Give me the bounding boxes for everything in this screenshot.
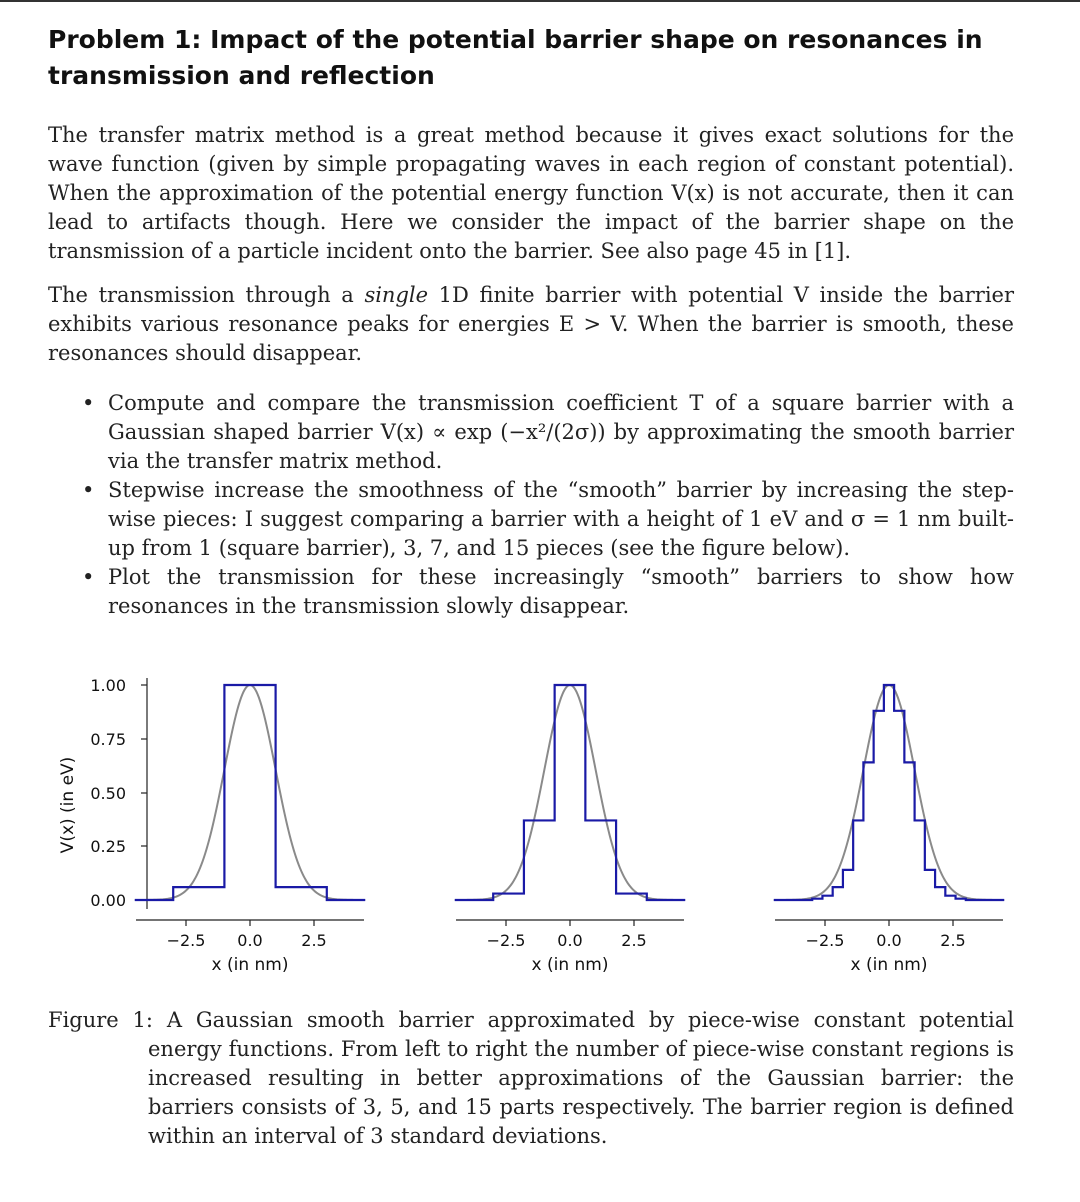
y-axis-label: V(x) (in eV) (58, 756, 78, 854)
task-list (48, 389, 1014, 621)
gaussian-curve (455, 685, 685, 900)
caption-text: A Gaussian smooth barrier approximated by piece-wise constant potential energy functions. From left to right the number of piece-wise constant regions is increased resulting in better approximations of the Gaussian barrier: the barriers consists of 3, 5, and 15 parts respectively. The barrier region is defined within an interval of 3 standard deviations. (148, 1008, 1014, 1148)
y-tick-label: 0.00 (90, 891, 126, 910)
task-item-stepwise: • Stepwise increase the smoothness of the “smooth” barrier by increasing the step-wise pieces: I suggest comparing a barrier with a height of 1 eV and σ = 1 nm built-up from 1 (square barrier), 3, 7, and 15 pieces (see the figure below). (48, 476, 1014, 563)
x-axis-label: x (in nm) (850, 955, 928, 975)
task-item-plot: • Plot the transmission for these increasingly “smooth” barriers to show how resonances in the transmission slowly disappear. (48, 563, 1014, 621)
x-ticks (167, 931, 327, 950)
figure-caption (48, 1006, 1014, 1151)
barrier-panel-5-pieces (455, 685, 685, 975)
y-tick-0.25 (90, 837, 147, 856)
problem-title: Problem 1: Impact of the potential barrier shape on resonances in transmission and reflection (48, 25, 983, 90)
resonance-paragraph (48, 281, 1014, 368)
y-tick-0.75 (90, 730, 147, 749)
x-tick-label: 0.0 (557, 931, 583, 950)
x-axis-label: x (in nm) (531, 955, 609, 975)
resonance-text-emphasis: single (364, 283, 429, 307)
resonance-text-pre: The transmission through a (48, 283, 365, 307)
resonance-text-post: 1D finite barrier with potential V inside the barrier exhibits various resonance peaks for energies E > V. When the barrier is smooth, these resonances should disappear. (48, 283, 1014, 365)
x-tick-label: 2.5 (301, 931, 327, 950)
barrier-figure (0, 630, 1080, 990)
x-ticks (806, 931, 966, 950)
x-ticks (487, 931, 647, 950)
barrier-panel-15-pieces (774, 685, 1004, 975)
x-axis-label: x (in nm) (211, 955, 289, 975)
barrier-panel-3-pieces (135, 685, 365, 975)
x-tick-label: −2.5 (166, 931, 206, 950)
y-axis (90, 676, 147, 910)
y-tick-1.00 (90, 676, 147, 695)
y-tick-label: 0.75 (90, 730, 126, 749)
x-tick-label: 2.5 (621, 931, 647, 950)
x-tick-label: −2.5 (486, 931, 526, 950)
task-item-compare: • Compute and compare the transmission coefficient T of a square barrier with a Gaussian shaped barrier V(x) ∝ exp (−x²/(2σ)) by approximating the smooth barrier via the transfer matrix method. (48, 389, 1014, 476)
step-barrier-line (135, 685, 365, 900)
caption-label: Figure 1: (48, 1008, 153, 1032)
gaussian-curve (774, 685, 1004, 900)
x-tick-label: 0.0 (237, 931, 263, 950)
step-barrier-line (455, 685, 685, 900)
intro-paragraph: The transfer matrix method is a great method because it gives exact solutions for the wave function (given by simple propagating waves in each region of constant potential). When the approximation of the potential energy function V(x) is not accurate, then it can lead to artifacts though. Here we consider the impact of the barrier shape on the transmission of a particle incident onto the barrier. See also page 45 in [1]. (48, 123, 1014, 263)
y-tick-label: 0.50 (90, 784, 126, 803)
x-tick-label: 2.5 (940, 931, 966, 950)
y-tick-0.50 (90, 784, 147, 803)
x-tick-label: 0.0 (876, 931, 902, 950)
y-tick-label: 0.25 (90, 837, 126, 856)
page-top-rule (0, 0, 1080, 2)
y-tick-label: 1.00 (90, 676, 126, 695)
gaussian-curve (135, 685, 365, 900)
x-tick-label: −2.5 (805, 931, 845, 950)
step-barrier-line (774, 685, 1004, 900)
